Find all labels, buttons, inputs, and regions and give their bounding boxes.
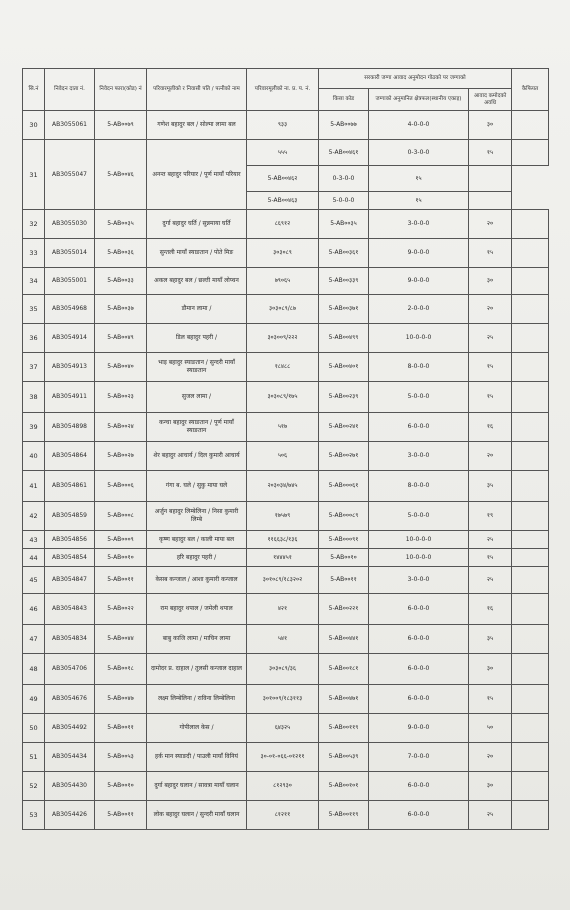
cell-plot-code-extra: 5-AB००४६२ bbox=[247, 166, 319, 192]
cell-remarks bbox=[512, 594, 549, 625]
cell-application-form: 5-AB००३६ bbox=[95, 239, 147, 268]
header-group-title: सरकारी जग्गा आवाद अनुमोदन गोठको पर जग्गाको bbox=[319, 69, 512, 89]
cell-applicant-code: AB3054864 bbox=[45, 442, 95, 471]
cell-citizenship: ५१७ bbox=[247, 413, 319, 442]
cell-sn: 32 bbox=[23, 210, 45, 239]
cell-sn: 51 bbox=[23, 743, 45, 772]
cell-years: १६ bbox=[469, 413, 512, 442]
cell-area: 5-0-0-0 bbox=[369, 382, 469, 413]
cell-area: 9-0-0-0 bbox=[369, 268, 469, 295]
cell-sn: 35 bbox=[23, 295, 45, 324]
cell-remarks bbox=[512, 442, 549, 471]
cell-remarks bbox=[512, 625, 549, 654]
table-row bbox=[23, 239, 549, 268]
cell-area: 8-0-0-0 bbox=[369, 471, 469, 502]
cell-plot-code: 5-AB००२४१ bbox=[319, 413, 369, 442]
cell-application-form: 5-AB००७९ bbox=[95, 111, 147, 140]
cell-area: 2-0-0-0 bbox=[369, 295, 469, 324]
cell-plot-code: 5-AB०००६१ bbox=[319, 471, 369, 502]
table-row bbox=[23, 413, 549, 442]
cell-sn: 43 bbox=[23, 531, 45, 549]
header-citizenship: परिवारमूलीको ना. प्र. प. नं. bbox=[247, 69, 319, 111]
cell-sn: 42 bbox=[23, 502, 45, 531]
cell-area: 5-0-0-0 bbox=[319, 192, 369, 210]
cell-years: १५ bbox=[469, 239, 512, 268]
cell-applicant-code: AB3054898 bbox=[45, 413, 95, 442]
header-sn: सि.नं bbox=[23, 69, 45, 111]
cell-citizenship: १८४८८ bbox=[247, 353, 319, 382]
cell-remarks bbox=[512, 295, 549, 324]
cell-years: ३० bbox=[469, 772, 512, 801]
cell-family-name: राम बहादुर थपाल / जमेली थपाल bbox=[147, 594, 247, 625]
cell-citizenship: ६४३२५ bbox=[247, 714, 319, 743]
table-row bbox=[23, 714, 549, 743]
table-row bbox=[23, 549, 549, 567]
table-row bbox=[23, 801, 549, 830]
cell-plot-code: 5-AB०००८९ bbox=[319, 502, 369, 531]
cell-plot-code: 5-AB००११ bbox=[319, 567, 369, 594]
land-records-table bbox=[22, 68, 549, 830]
cell-sn: 47 bbox=[23, 625, 45, 654]
cell-citizenship: २०३०३४/७४५ bbox=[247, 471, 319, 502]
cell-plot-code: 5-AB००३३९ bbox=[319, 268, 369, 295]
cell-remarks bbox=[512, 549, 549, 567]
cell-application-form: 5-AB००४४ bbox=[95, 625, 147, 654]
cell-application-form: 5-AB००३७ bbox=[95, 295, 147, 324]
cell-area: 6-0-0-0 bbox=[369, 625, 469, 654]
cell-plot-code: 5-AB००५३९ bbox=[319, 743, 369, 772]
cell-applicant-code: AB3054859 bbox=[45, 502, 95, 531]
table-row bbox=[23, 654, 549, 685]
cell-family-name: कृष्ण बहादुर बल / काली माया बल bbox=[147, 531, 247, 549]
cell-plot-code: 5-AB००४७१ bbox=[319, 685, 369, 714]
cell-citizenship: ३०३०८९ bbox=[247, 239, 319, 268]
header-applicant-code: निवेदन दाता नं. bbox=[45, 69, 95, 111]
cell-family-name: सुजल लामा / bbox=[147, 382, 247, 413]
cell-sn: 36 bbox=[23, 324, 45, 353]
cell-sn: 53 bbox=[23, 801, 45, 830]
cell-application-form: 5-AB०००९ bbox=[95, 531, 147, 549]
cell-application-form: 5-AB००४९ bbox=[95, 324, 147, 353]
cell-years: २० bbox=[469, 210, 512, 239]
cell-family-name: दुर्गा बहादुर घर्ति / सुन्नमाया घर्ति bbox=[147, 210, 247, 239]
cell-years: २५ bbox=[469, 531, 512, 549]
cell-application-form: 5-AB००३३ bbox=[95, 268, 147, 295]
cell-area: 9-0-0-0 bbox=[369, 239, 469, 268]
cell-applicant-code: AB3054968 bbox=[45, 295, 95, 324]
cell-remarks bbox=[512, 111, 549, 140]
cell-sn: 37 bbox=[23, 353, 45, 382]
table-row bbox=[23, 567, 549, 594]
cell-years: २५ bbox=[469, 324, 512, 353]
cell-plot-code-extra: 5-AB००४६३ bbox=[247, 192, 319, 210]
cell-area: 9-0-0-0 bbox=[369, 714, 469, 743]
cell-citizenship: ५४१ bbox=[247, 625, 319, 654]
cell-citizenship: ८१२११ bbox=[247, 801, 319, 830]
cell-years: २५ bbox=[469, 567, 512, 594]
cell-applicant-code: AB3054430 bbox=[45, 772, 95, 801]
cell-area: 6-0-0-0 bbox=[369, 801, 469, 830]
cell-area: 6-0-0-0 bbox=[369, 413, 469, 442]
cell-years: १५ bbox=[469, 353, 512, 382]
cell-plot-code: 5-AB००११९ bbox=[319, 801, 369, 830]
cell-application-form: 5-AB००३५ bbox=[95, 210, 147, 239]
cell-application-form: 5-AB००२४ bbox=[95, 413, 147, 442]
cell-years: ३५ bbox=[469, 471, 512, 502]
cell-sn: 34 bbox=[23, 268, 45, 295]
cell-citizenship: ५५५ bbox=[247, 140, 319, 166]
table-row bbox=[23, 471, 549, 502]
table-row bbox=[23, 111, 549, 140]
header-plot-code: कित्ता कोड bbox=[319, 89, 369, 111]
cell-years: ३० bbox=[469, 654, 512, 685]
cell-plot-code: 5-AB००७७ bbox=[319, 111, 369, 140]
table-row bbox=[23, 442, 549, 471]
cell-application-form: 5-AB००४७ bbox=[95, 685, 147, 714]
cell-citizenship: ३०३०८९/३६ bbox=[247, 654, 319, 685]
cell-remarks bbox=[512, 801, 549, 830]
cell-family-name: लोक बहादुर घलान / सुन्दरी मायाँ घलान bbox=[147, 801, 247, 830]
cell-citizenship: ३०३००९/२२२ bbox=[247, 324, 319, 353]
cell-family-name: गणेश बहादुर बल / सोल्मा लामा बल bbox=[147, 111, 247, 140]
cell-area: 3-0-0-0 bbox=[369, 567, 469, 594]
cell-area: 7-0-0-0 bbox=[369, 743, 469, 772]
cell-applicant-code: AB3054706 bbox=[45, 654, 95, 685]
cell-years: २० bbox=[469, 743, 512, 772]
cell-application-form: 5-AB००५३ bbox=[95, 743, 147, 772]
cell-remarks bbox=[512, 382, 549, 413]
cell-family-name: हरि बहादुर पहरी / bbox=[147, 549, 247, 567]
cell-sn: 49 bbox=[23, 685, 45, 714]
cell-years: २० bbox=[469, 442, 512, 471]
cell-sn: 48 bbox=[23, 654, 45, 685]
cell-application-form: 5-AB००१० bbox=[95, 772, 147, 801]
cell-area: 0-3-0-0 bbox=[369, 140, 469, 166]
cell-citizenship: १७५७९ bbox=[247, 502, 319, 531]
cell-remarks bbox=[512, 210, 549, 239]
cell-citizenship: ३०-०१-०६६-०१२११ bbox=[247, 743, 319, 772]
cell-remarks bbox=[512, 353, 549, 382]
cell-family-name: केसब कन्जाल / आशा कुमारी कन्जाल bbox=[147, 567, 247, 594]
table-row bbox=[23, 772, 549, 801]
cell-applicant-code: AB3054856 bbox=[45, 531, 95, 549]
cell-applicant-code: AB3055030 bbox=[45, 210, 95, 239]
cell-family-name: अर्जुन बहादुर लिम्बेलिना / निसा कुमारी लिम्बे bbox=[147, 502, 247, 531]
table-row bbox=[23, 382, 549, 413]
cell-family-name: डिल बहादुर पहरी / bbox=[147, 324, 247, 353]
cell-sn: 41 bbox=[23, 471, 45, 502]
header-application-form: निवेदन फारा(कोड) नं bbox=[95, 69, 147, 111]
cell-citizenship: १४४४५१ bbox=[247, 549, 319, 567]
cell-applicant-code: AB3055001 bbox=[45, 268, 95, 295]
cell-remarks bbox=[469, 192, 512, 210]
cell-family-name: भाइ बहादुर स्याङतान / सुन्दरी मायाँ स्याङतान bbox=[147, 353, 247, 382]
cell-remarks bbox=[512, 502, 549, 531]
table-row bbox=[23, 210, 549, 239]
table-row bbox=[23, 685, 549, 714]
cell-citizenship: ३०३०८९/८७ bbox=[247, 295, 319, 324]
cell-years: १५ bbox=[469, 685, 512, 714]
cell-applicant-code: AB3054914 bbox=[45, 324, 95, 353]
cell-plot-code: 5-AB००२३९ bbox=[319, 382, 369, 413]
cell-remarks bbox=[512, 685, 549, 714]
cell-application-form: 5-AB००२२ bbox=[95, 594, 147, 625]
cell-applicant-code: AB3054492 bbox=[45, 714, 95, 743]
cell-years: १५ bbox=[469, 549, 512, 567]
cell-applicant-code: AB3054434 bbox=[45, 743, 95, 772]
cell-applicant-code: AB3055061 bbox=[45, 111, 95, 140]
table-row bbox=[23, 353, 549, 382]
cell-family-name: डौमान लामा / bbox=[147, 295, 247, 324]
cell-area: 6-0-0-0 bbox=[369, 685, 469, 714]
cell-family-name: दुर्गा बहादुर घलान / सावत्रा मायाँ घलान bbox=[147, 772, 247, 801]
cell-plot-code: 5-AB००४०१ bbox=[319, 353, 369, 382]
cell-years: ३० bbox=[469, 268, 512, 295]
cell-remarks bbox=[512, 471, 549, 502]
cell-plot-code: 5-AB००१०१ bbox=[319, 772, 369, 801]
table-row bbox=[23, 531, 549, 549]
cell-applicant-code: AB3054834 bbox=[45, 625, 95, 654]
cell-plot-code: 5-AB००११९ bbox=[319, 714, 369, 743]
cell-plot-code: 5-AB०००९१ bbox=[319, 531, 369, 549]
cell-area: 3-0-0-0 bbox=[369, 442, 469, 471]
table-row bbox=[23, 268, 549, 295]
cell-application-form: 5-AB००११ bbox=[95, 567, 147, 594]
cell-sn: 50 bbox=[23, 714, 45, 743]
cell-remarks bbox=[512, 567, 549, 594]
cell-family-name: हर्क मान स्याङदी / पाउली मायाँ विनियं bbox=[147, 743, 247, 772]
cell-applicant-code: AB3054861 bbox=[45, 471, 95, 502]
table-row bbox=[23, 502, 549, 531]
cell-application-form: 5-AB००१० bbox=[95, 549, 147, 567]
cell-plot-code: 5-AB००४९९ bbox=[319, 324, 369, 353]
cell-family-name: दामोदर प्र. दाहाल / तुलसी कन्जाल दाहाल bbox=[147, 654, 247, 685]
cell-applicant-code: AB3054913 bbox=[45, 353, 95, 382]
cell-application-form: 5-AB००११ bbox=[95, 801, 147, 830]
cell-remarks bbox=[469, 166, 512, 192]
cell-plot-code: 5-AB००४४१ bbox=[319, 625, 369, 654]
cell-area: 0-3-0-0 bbox=[319, 166, 369, 192]
cell-area: 3-0-0-0 bbox=[369, 210, 469, 239]
cell-family-name: गंगा ब. घले / सुकु माया घले bbox=[147, 471, 247, 502]
cell-plot-code: 5-AB००२२१ bbox=[319, 594, 369, 625]
cell-plot-code: 5-AB००१८१ bbox=[319, 654, 369, 685]
cell-application-form: 5-AB०००६ bbox=[95, 471, 147, 502]
cell-remarks bbox=[512, 772, 549, 801]
cell-applicant-code: AB3054847 bbox=[45, 567, 95, 594]
cell-sn: 31 bbox=[23, 140, 45, 210]
header-remarks: कैफियत bbox=[512, 69, 549, 111]
cell-sn: 30 bbox=[23, 111, 45, 140]
cell-area: 8-0-0-0 bbox=[369, 353, 469, 382]
cell-area: 6-0-0-0 bbox=[369, 654, 469, 685]
table-row bbox=[23, 625, 549, 654]
table-row bbox=[23, 295, 549, 324]
cell-application-form: 5-AB००४६ bbox=[95, 140, 147, 210]
table-row bbox=[23, 324, 549, 353]
cell-family-name: गोपीलाल केस / bbox=[147, 714, 247, 743]
cell-citizenship: ३०३०८९/१७५ bbox=[247, 382, 319, 413]
cell-citizenship: ९३३ bbox=[247, 111, 319, 140]
cell-citizenship: ७९०६५ bbox=[247, 268, 319, 295]
cell-sn: 38 bbox=[23, 382, 45, 413]
cell-applicant-code: AB3054911 bbox=[45, 382, 95, 413]
cell-years: १५ bbox=[469, 382, 512, 413]
cell-family-name: लक्ष्म लिम्बेलिना / राविना लिम्बेलिना bbox=[147, 685, 247, 714]
cell-applicant-code: AB3054843 bbox=[45, 594, 95, 625]
cell-citizenship: ८६९१२ bbox=[247, 210, 319, 239]
cell-remarks bbox=[512, 714, 549, 743]
cell-years: १५ bbox=[469, 140, 512, 166]
table-row bbox=[23, 743, 549, 772]
cell-citizenship: ४२१ bbox=[247, 594, 319, 625]
cell-family-name: बाबु काजि लामा / माचिन लामा bbox=[147, 625, 247, 654]
cell-area: 10-0-0-0 bbox=[369, 324, 469, 353]
cell-area: 6-0-0-0 bbox=[369, 772, 469, 801]
cell-citizenship: ८१२९३० bbox=[247, 772, 319, 801]
cell-area: 10-0-0-0 bbox=[369, 531, 469, 549]
cell-remarks bbox=[512, 413, 549, 442]
header-years: आवाद कमोदको अवधि bbox=[469, 89, 512, 111]
cell-sn: 44 bbox=[23, 549, 45, 567]
cell-years: ५० bbox=[469, 714, 512, 743]
cell-area: 10-0-0-0 bbox=[369, 549, 469, 567]
cell-family-name: अकल बहादुर बल / छल्ती मायाँ लोप्चन bbox=[147, 268, 247, 295]
cell-applicant-code: AB3054854 bbox=[45, 549, 95, 567]
cell-remarks bbox=[512, 140, 549, 166]
cell-applicant-code: AB3055047 bbox=[45, 140, 95, 210]
cell-citizenship: ५०६ bbox=[247, 442, 319, 471]
cell-remarks bbox=[512, 324, 549, 353]
cell-citizenship: ३०१००९/१८३११३ bbox=[247, 685, 319, 714]
cell-sn: 45 bbox=[23, 567, 45, 594]
table-row bbox=[23, 594, 549, 625]
cell-applicant-code: AB3054426 bbox=[45, 801, 95, 830]
cell-years: ३५ bbox=[469, 625, 512, 654]
cell-remarks bbox=[512, 239, 549, 268]
cell-family-name: कन्चा बहादुर स्याङतान / पूर्ण मायाँ स्याङतान bbox=[147, 413, 247, 442]
cell-plot-code: 5-AB००३७१ bbox=[319, 295, 369, 324]
header-area: जग्गाको अनुमानित क्षेत्रफल(स्थानीय एकाइ) bbox=[369, 89, 469, 111]
cell-sn: 33 bbox=[23, 239, 45, 268]
cell-application-form: 5-AB००११ bbox=[95, 714, 147, 743]
cell-remarks bbox=[512, 654, 549, 685]
cell-area: 4-0-0-0 bbox=[369, 111, 469, 140]
cell-applicant-code: AB3055014 bbox=[45, 239, 95, 268]
cell-remarks bbox=[512, 268, 549, 295]
cell-sn: 46 bbox=[23, 594, 45, 625]
cell-years: १५ bbox=[369, 192, 469, 210]
cell-applicant-code: AB3054676 bbox=[45, 685, 95, 714]
table-row bbox=[23, 140, 549, 166]
cell-family-name: सुन्तली मायाँ स्याङतान / पोते मिङ bbox=[147, 239, 247, 268]
cell-plot-code: 5-AB००२७१ bbox=[319, 442, 369, 471]
cell-application-form: 5-AB००२७ bbox=[95, 442, 147, 471]
cell-application-form: 5-AB००२३ bbox=[95, 382, 147, 413]
cell-family-name: शेर बहादुर आचार्य / दिल कुमारी आचार्य bbox=[147, 442, 247, 471]
cell-years: १५ bbox=[369, 166, 469, 192]
cell-years: १९ bbox=[469, 502, 512, 531]
cell-citizenship: ११६६३८/१३६ bbox=[247, 531, 319, 549]
cell-remarks bbox=[512, 743, 549, 772]
cell-sn: 39 bbox=[23, 413, 45, 442]
cell-family-name: अनन्त बहादुर परियार / पूर्ण मायाँ परियार bbox=[147, 140, 247, 210]
cell-years: २५ bbox=[469, 801, 512, 830]
cell-remarks bbox=[512, 531, 549, 549]
cell-application-form: 5-AB००४० bbox=[95, 353, 147, 382]
cell-sn: 52 bbox=[23, 772, 45, 801]
cell-area: 6-0-0-0 bbox=[369, 594, 469, 625]
cell-application-form: 5-AB०००८ bbox=[95, 502, 147, 531]
cell-plot-code: 5-AB००१० bbox=[319, 549, 369, 567]
cell-years: १६ bbox=[469, 594, 512, 625]
header-family-name: परिवारमूलीको र निवासी पति / पत्नीको नाम bbox=[147, 69, 247, 111]
cell-plot-code: 5-AB००३६१ bbox=[319, 239, 369, 268]
cell-application-form: 5-AB००१८ bbox=[95, 654, 147, 685]
cell-plot-code: 5-AB००४६१ bbox=[319, 140, 369, 166]
cell-years: २० bbox=[469, 295, 512, 324]
cell-years: ३० bbox=[469, 111, 512, 140]
cell-area: 5-0-0-0 bbox=[369, 502, 469, 531]
cell-sn: 40 bbox=[23, 442, 45, 471]
cell-citizenship: ३०१०८९/१८३२०२ bbox=[247, 567, 319, 594]
cell-plot-code: 5-AB००३५ bbox=[319, 210, 369, 239]
